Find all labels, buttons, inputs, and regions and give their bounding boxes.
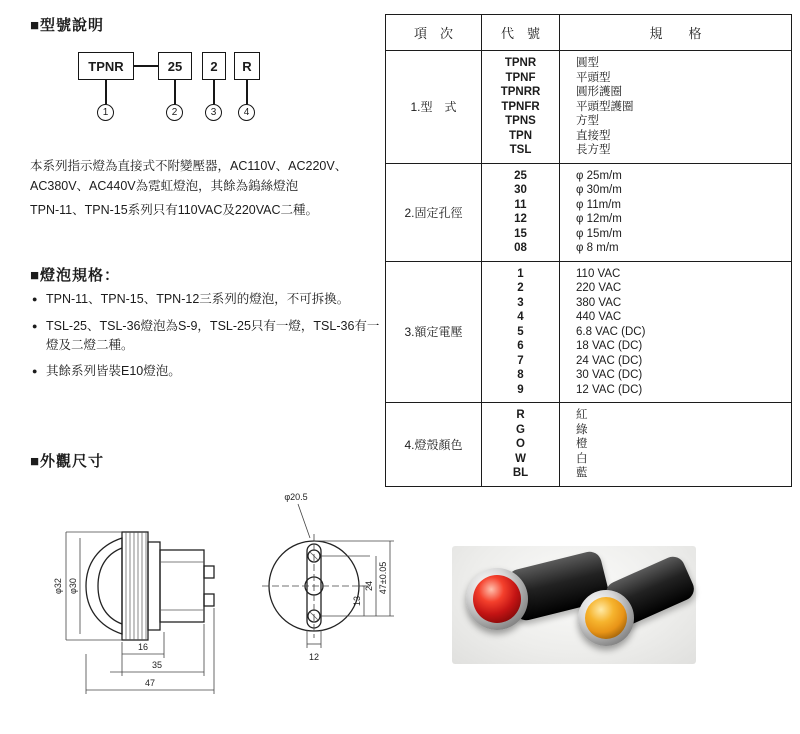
dim-label-24: 24 [364,580,374,592]
spec-cell: 直接型 [576,129,611,142]
amber-lamp-lens [585,597,627,639]
table-section-rated-voltage [386,262,791,404]
model-code-diagram [52,46,312,134]
code-cell: W [515,452,526,465]
dim-label-phi205: φ20.5 [284,492,308,502]
code-cell: TPNRR [500,86,541,98]
spec-cell: φ 8 m/m [576,242,619,254]
series-description: 本系列指示燈為直接式不附變壓器，AC110V、AC220V、AC380V、AC440V為霓虹燈泡，其餘為鎢絲燈泡 [30,159,348,194]
header-item: 項 次 [386,15,482,50]
bullet-dot: ● [32,320,38,331]
bullet-dot: ● [32,294,38,304]
bullet-text: TSL-25、TSL-36燈泡為S-9，TSL-25只有一燈，TSL-36有一燈及二燈二種。 [46,318,380,352]
code-cell: TPNF [505,71,536,84]
header-code: 代 號 [482,15,560,50]
dimension-drawing-svg [52,486,404,726]
code-cell: R [516,409,525,421]
spec-cell: 白 [576,452,588,465]
table-header-row [386,15,791,51]
dim-label-16: 16 [137,642,149,652]
spec-column [560,164,791,261]
spec-cell: 18 VAC (DC) [576,340,643,352]
spec-column [560,262,791,403]
spec-cell: φ 12m/m [576,213,622,225]
spec-cell: 440 VAC [576,311,622,323]
spec-cell: 圓形護圈 [576,86,622,98]
bullet-text: TPN-11、TPN-15、TPN-12三系列的燈泡，不可拆換。 [46,292,350,306]
item-cell: 1.型 式 [386,51,482,163]
code-column [482,262,560,403]
dim-label-12: 12 [308,652,320,662]
spec-cell: 24 VAC (DC) [576,354,643,367]
table-section-hole-size [386,164,791,262]
bulb-spec-item [32,362,390,381]
spec-cell: 6.8 VAC (DC) [576,325,646,338]
bullet-dot: ● [32,366,38,377]
dim-label-47: 47 [144,678,156,688]
spec-cell: φ 25m/m [576,169,622,182]
header-spec: 規 格 [649,26,702,41]
spec-cell: 紅 [576,409,588,421]
code-cell: TPNS [505,115,536,127]
code-column [482,164,560,261]
series-note: TPN-11、TPN-15系列只有110VAC及220VAC二種。 [30,202,319,217]
step-marker-3: 3 [205,104,222,121]
amber-lamp-bezel [578,590,634,646]
product-photo [452,546,696,664]
spec-cell: 220 VAC [576,282,622,294]
bulb-spec-item [32,317,390,355]
spec-cell: 380 VAC [576,296,622,309]
connector-line [213,80,215,104]
code-cell: 08 [514,242,527,254]
model-code-section-title: ■型號說明 [30,17,105,34]
spec-cell: 長方型 [576,144,611,156]
bulb-spec-list [32,290,390,389]
spec-cell: 綠 [576,423,588,436]
connector-line [246,80,248,104]
step-marker-2: 2 [166,104,183,121]
model-code-box-voltage: 2 [202,52,226,80]
spec-cell: 方型 [576,115,599,127]
item-cell: 2.固定孔徑 [386,164,482,261]
bulb-spec-section-title: ■燈泡規格： [30,267,121,284]
spec-cell: φ 15m/m [576,227,622,240]
code-cell: TPN [509,129,532,142]
spec-cell: 平頭型 [576,71,611,84]
code-cell: 2 [517,282,524,294]
spec-cell: 12 VAC (DC) [576,383,643,396]
code-cell: 6 [517,340,524,352]
model-code-box-color: R [234,52,260,80]
front-view-dimensions [262,504,394,648]
code-cell: 8 [517,369,524,381]
side-view-dimensions [66,532,214,694]
spec-table [385,14,792,487]
code-cell: 4 [517,311,524,323]
connector-line [174,80,176,104]
red-lamp-lens [473,575,521,623]
code-cell: 7 [517,354,524,367]
series-description-block [30,156,386,220]
dimension-drawing [52,486,404,731]
spec-cell: φ 30m/m [576,184,622,196]
code-cell: TSL [509,144,532,156]
step-marker-4: 4 [238,104,255,121]
dim-label-47tol: 47±0.05 [378,561,388,595]
spec-cell: 圓型 [576,57,599,69]
dim-label-phi32: φ32 [53,578,63,594]
bulb-spec-item [32,290,390,309]
code-cell: 9 [517,383,524,396]
code-cell: BL [512,467,529,479]
code-cell: O [516,438,525,450]
model-code-box-series: TPNR [78,52,134,80]
red-lamp-bezel [466,568,528,630]
spec-cell: 30 VAC (DC) [576,369,643,381]
spec-cell: 藍 [576,467,588,479]
dim-label-phi30: φ30 [68,578,78,594]
spec-cell: 橙 [576,438,588,450]
model-code-box-size: 25 [158,52,192,80]
connector-line [134,65,158,67]
code-cell: TPNR [504,57,537,69]
code-column [482,51,560,163]
bullet-text: 其餘系列皆裝E10燈泡。 [46,364,181,379]
code-cell: 5 [517,325,524,338]
dimensions-section-title: ■外觀尺寸 [30,453,105,470]
code-cell: 1 [517,267,524,280]
step-marker-1: 1 [97,104,114,121]
spec-cell: 110 VAC [576,267,621,280]
code-cell: 12 [514,213,527,225]
spec-cell: 平頭型護圈 [576,100,634,113]
code-cell: 30 [514,184,527,196]
table-section-model-type [386,51,791,164]
item-cell: 4.燈殼顏色 [386,403,482,486]
side-view [86,532,214,640]
spec-column [560,51,791,163]
code-cell: 25 [514,169,527,182]
code-column [482,403,560,486]
item-cell: 3.額定電壓 [386,262,482,403]
code-cell: 3 [517,296,524,309]
code-cell: 11 [514,198,527,211]
spec-cell: φ 11m/m [576,198,621,211]
code-cell: G [516,423,525,436]
code-cell: TPNFR [501,100,540,113]
table-section-housing-color [386,403,791,486]
dim-label-35: 35 [151,660,163,670]
spec-column [560,403,791,486]
dim-label-13: 13 [352,595,362,607]
code-cell: 15 [514,227,527,240]
connector-line [105,80,107,104]
